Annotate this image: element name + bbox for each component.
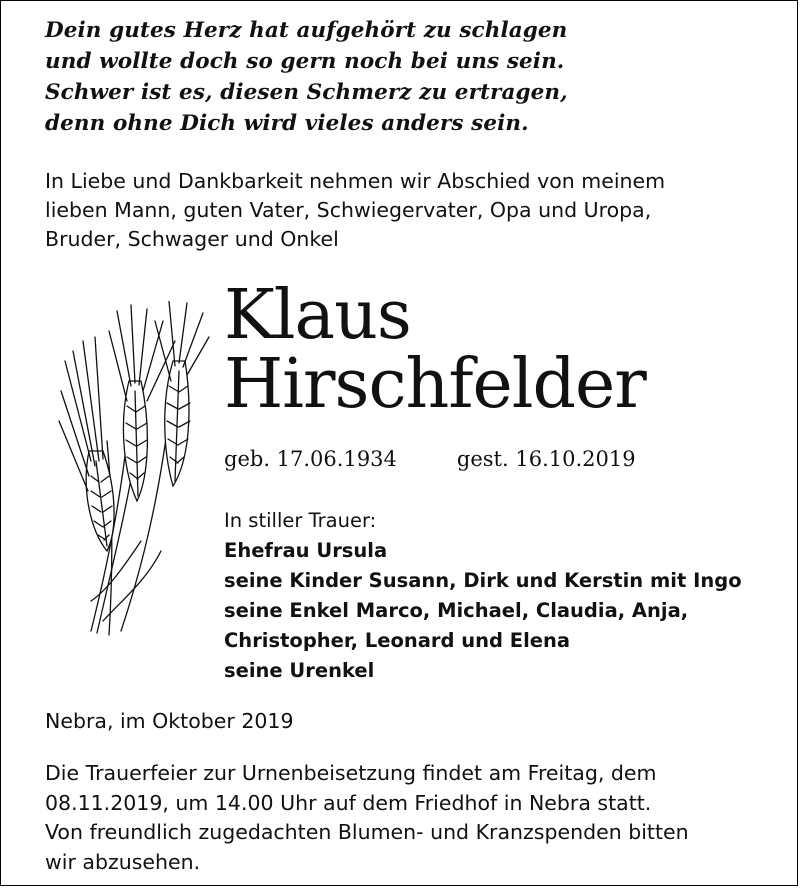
closing-line: Die Trauerfeier zur Urnenbeisetzung findet am Freitag, dem — [45, 761, 657, 785]
death-date: gest. 16.10.2019 — [456, 447, 636, 471]
deceased-name — [224, 276, 646, 424]
mourner-line: seine Kinder Susann, Dirk und Kerstin mit Ingo — [224, 569, 742, 592]
closing-line: 08.11.2019, um 14.00 Uhr auf dem Friedhof in Nebra statt. — [45, 790, 652, 815]
funeral-info — [45, 759, 689, 877]
first-name: Klaus — [224, 276, 411, 355]
poem-line: Schwer ist es, diesen Schmerz zu ertragen, — [45, 80, 568, 105]
mourner-line: seine Enkel Marco, Michael, Claudia, Anja, — [224, 599, 689, 622]
closing-line: wir abzusehen. — [45, 849, 201, 874]
place-and-date: Nebra, im Oktober 2019 — [45, 709, 294, 733]
memorial-poem — [45, 15, 568, 139]
poem-line: und wollte doch so gern noch bei uns sein. — [45, 49, 565, 74]
wheat-ears-icon — [51, 301, 211, 651]
farewell-intro — [45, 167, 665, 254]
mourner-line: Ehefrau Ursula — [224, 539, 388, 562]
closing-line: Von freundlich zugedachten Blumen- und Kranzspenden bitten — [45, 820, 689, 844]
poem-line: Dein gutes Herz hat aufgehört zu schlagen — [45, 18, 568, 43]
poem-line: denn ohne Dich wird vieles anders sein. — [45, 111, 529, 136]
mourners-block — [224, 506, 742, 686]
life-dates — [224, 444, 636, 474]
intro-line: In Liebe und Dankbarkeit nehmen wir Abschied von meinem — [45, 169, 666, 193]
last-name: Hirschfelder — [224, 345, 646, 424]
intro-line: lieben Mann, guten Vater, Schwiegervater, Opa und Uropa, — [45, 198, 652, 222]
mourner-line: Christopher, Leonard und Elena — [224, 629, 571, 652]
mourners-heading: In stiller Trauer: — [224, 509, 377, 532]
birth-date: geb. 17.06.1934 — [224, 447, 397, 471]
mourner-line: seine Urenkel — [224, 659, 375, 682]
intro-line: Bruder, Schwager und Onkel — [45, 227, 339, 251]
